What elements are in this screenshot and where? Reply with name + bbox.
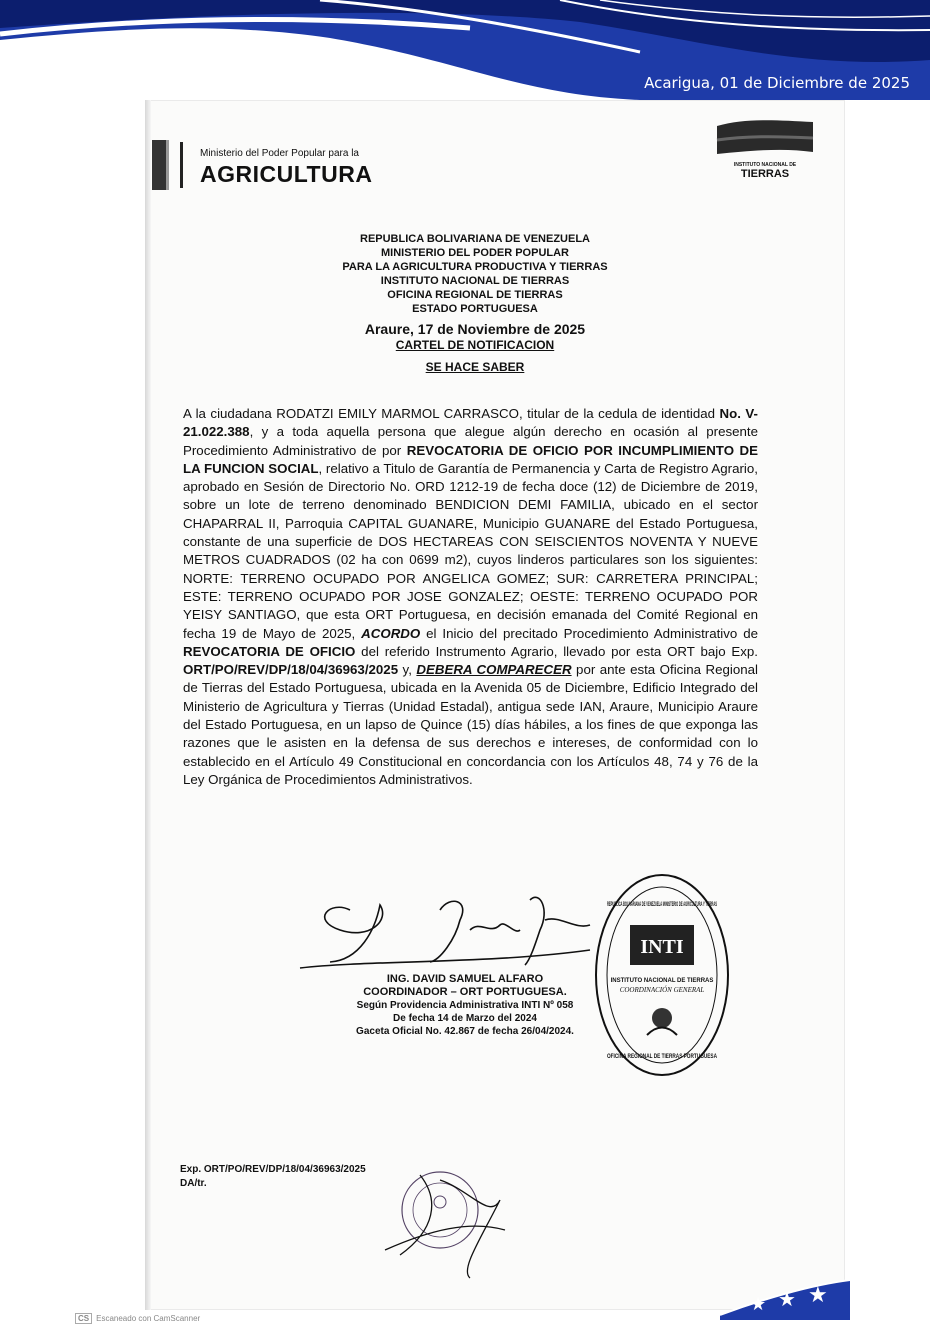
official-stamp (592, 870, 732, 1080)
stamp-top-text: REPUBLICA BOLIVARIANA DE VENEZUELA MINISTERIO DE AGRICULTURA Y TIERRAS (607, 902, 717, 908)
signature-drawing (290, 890, 600, 980)
fecha-line: De fecha 14 de Marzo del 2024 (393, 1013, 537, 1024)
signer-role: COORDINADOR – ORT PORTUGUESA. (363, 986, 567, 998)
header-line: PARA LA AGRICULTURA PRODUCTIVA Y TIERRAS (342, 261, 608, 273)
body-text: del referido Instrumento Agrario, llevado por esta ORT bajo Exp. (355, 643, 758, 659)
id-number: No. V-21.022.388 (183, 406, 758, 440)
body-text: por ante esta Oficina Regional de Tierras del Estado Portuguesa, ubicada en la Avenida 05 de Diciembre, Edificio Integrado del Ministerio de Agricultura y Tierras (Unidad Estadal), antigua sede IAN, Araure, Municipio Araure del Estado Portuguesa, en un lapso de Quince (15) días hábiles, a los fines de que exponga las razones que le asisten en la defensa de sus derechos e intereses, de conformidad con lo establecido en el Artículo 49 Constitucional en concordancia con los Artículos 48, 74 y 76 de la Ley Orgánica de Procedimientos Administrativos. (183, 662, 759, 787)
header-line: OFICINA REGIONAL DE TIERRAS (387, 289, 563, 301)
body-text: , relativo a Titulo de Garantía de Permanencia y Carta de Registro Agrario, aprobado en Sesión de Directorio No. ORD 1212-19 de fecha doce (12) de Diciembre de 2019, sobre un lote de terreno denominado BENDICION DEMI FAMILIA, ubicado en el sector CHAPARRAL II, Parroquia CAPITAL GUANARE, Municipio GUANARE del Estado Portuguesa, constante de una superficie de DOS HECTAREAS CON SEISCIENTOS NOVENTA Y NUEVE METROS CUADRADOS (02 ha con 0699 m2), cuyos linderos particulares son los siguientes: NORTE: TERRENO OCUPADO POR ANGELICA GOMEZ; SUR: CARRETERA PRINCIPAL; ESTE: TERRENO OCUPADO POR JOSE GONZALEZ; OESTE: TERRENO OCUPADO POR YEISY SANTIAGO, que esta ORT Portuguesa, en decisión emanada del Comité Regional en fecha 19 de Mayo de 2025, (183, 460, 758, 641)
header-line: ESTADO PORTUGUESA (412, 303, 538, 315)
inti-big-text: TIERRAS (740, 168, 790, 180)
header-line: REPUBLICA BOLIVARIANA DE VENEZUELA (360, 233, 590, 245)
signature-block (320, 973, 610, 1038)
star-icon: ★ (778, 1287, 796, 1311)
notary-stamp (380, 1160, 510, 1280)
stars-decoration (720, 1270, 850, 1320)
stamp-middle2: COORDINACIÓN GENERAL (619, 986, 705, 994)
footer-note (180, 1163, 366, 1191)
cartel-title: CARTEL DE NOTIFICACION (395, 338, 555, 352)
body-text: A la ciudadana RODATZI EMILY MARMOL CARRASCO, titular de la cedula de identidad (183, 406, 720, 421)
scanner-text: Escaneado con CamScanner (96, 1314, 201, 1323)
providencia-line: Según Providencia Administrativa INTI Nº 058 (356, 1000, 574, 1011)
hace-saber: SE HACE SABER (425, 360, 525, 374)
debera-comparecer: DEBERA COMPARECER (416, 662, 572, 678)
camscanner-watermark (75, 1313, 200, 1324)
header-line: INSTITUTO NACIONAL DE TIERRAS (380, 275, 570, 287)
ministerio-logo (200, 148, 400, 188)
inti-small-text: INSTITUTO NACIONAL DE (733, 162, 797, 168)
ministerio-title: AGRICULTURA (200, 161, 373, 187)
acordo-text: ACORDO (361, 625, 421, 641)
top-date: Acarigua, 01 de Diciembre de 2025 (644, 74, 910, 92)
cs-icon: CS (75, 1313, 92, 1324)
star-icon: ★ (808, 1283, 828, 1308)
page-edge (145, 100, 151, 1310)
star-icon: ★ (750, 1294, 767, 1315)
expediente-number: ORT/PO/REV/DP/18/04/36963/2025 (183, 662, 399, 678)
revocatoria-oficio: REVOCATORIA DE OFICIO (183, 643, 356, 659)
ministerio-subtitle: Ministerio del Poder Popular para la (200, 148, 359, 159)
notice-body (183, 405, 758, 789)
body-text: , y a toda aquella persona que alegue algún derecho en ocasión al presente Procedimiento Administrativo de por (183, 424, 758, 458)
gaceta-line: Gaceta Oficial No. 42.867 de fecha 26/04/2024. (356, 1026, 574, 1037)
footer-initials: DA/tr. (180, 1178, 207, 1189)
header-line: MINISTERIO DEL PODER POPULAR (380, 247, 570, 259)
footer-expediente: Exp. ORT/PO/REV/DP/18/04/36963/2025 (180, 1164, 366, 1175)
inti-tierras-logo (715, 118, 815, 180)
signer-name: ING. DAVID SAMUEL ALFARO (386, 973, 544, 985)
revocatoria-text: REVOCATORIA DE OFICIO POR INCUMPLIMIENTO DE LA FUNCION SOCIAL (183, 442, 758, 476)
body-text: y, (398, 662, 417, 678)
stamp-middle1: INSTITUTO NACIONAL DE TIERRAS (610, 978, 714, 984)
stamp-logo-text: INTI (640, 936, 684, 958)
place-date: Araure, 17 de Noviembre de 2025 (364, 321, 586, 337)
stamp-bottom-text: OFICINA REGIONAL DE TIERRAS PORTUGUESA (607, 1054, 718, 1060)
venezuela-flag-icon (152, 140, 186, 190)
body-text: el Inicio del precitado Procedimiento Administrativo de (420, 625, 758, 641)
document-header (300, 232, 650, 374)
